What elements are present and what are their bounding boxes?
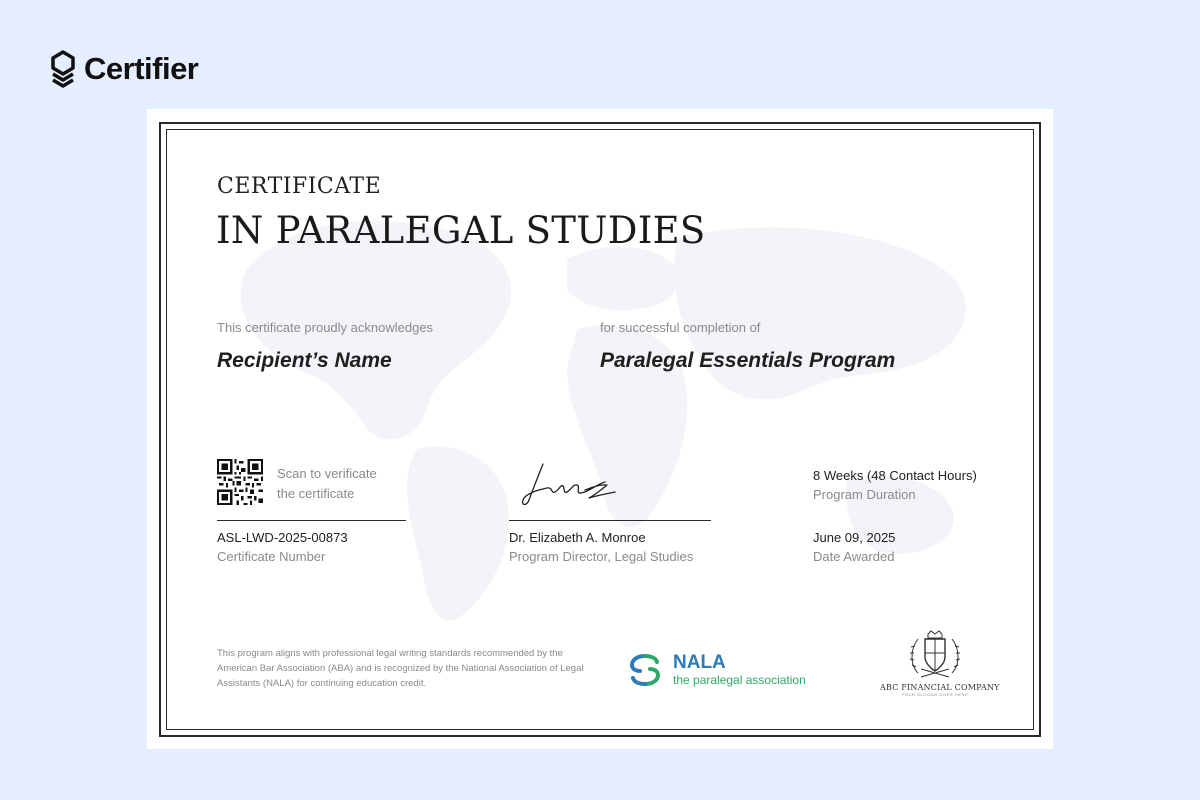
crest-laurel-icon [906, 629, 964, 681]
certificate-number-line [217, 520, 406, 521]
brand-header [50, 50, 198, 88]
nala-name: NALA [673, 652, 726, 673]
program-name: Paralegal Essentials Program [600, 349, 896, 372]
abc-financial-logo [880, 629, 1000, 697]
certificate-title-large: IN PARALEGAL STUDIES [216, 209, 706, 252]
abc-company-name: ABC FINANCIAL COMPANY [880, 683, 1000, 692]
certificate-number: ASL-LWD-2025-00873 [217, 530, 348, 545]
signer-title: Program Director, Legal Studies [509, 549, 694, 564]
program-duration: 8 Weeks (48 Contact Hours) [813, 468, 977, 483]
signature-line [509, 520, 711, 521]
scan-line-2: the certificate [277, 486, 355, 501]
date-awarded-label: Date Awarded [813, 549, 895, 564]
scan-instructions [277, 464, 377, 504]
signer-name: Dr. Elizabeth A. Monroe [509, 530, 646, 545]
nala-logo-icon [627, 652, 663, 688]
date-awarded: June 09, 2025 [813, 530, 896, 545]
abc-slogan: YOUR SLOGAN GOES HERE [901, 692, 969, 697]
signature-icon [515, 454, 625, 514]
certifier-logo-icon [50, 50, 76, 88]
qr-code-icon[interactable] [217, 459, 263, 505]
nala-logo [627, 652, 806, 688]
completion-label: for successful completion of [600, 320, 761, 335]
brand-name: Certifier [84, 51, 199, 86]
certificate [147, 109, 1053, 749]
recipient-name: Recipient’s Name [217, 349, 392, 372]
scan-line-1: Scan to verificate [277, 466, 377, 481]
footer-note: This program aligns with professional legal writing standards recommended by the American Bar Association (ABA) and is recognized by the National Association of Legal Assistants (NALA) for continuing education credit. [217, 648, 584, 689]
certificate-title-small: CERTIFICATE [217, 174, 382, 199]
nala-tagline: the paralegal association [673, 673, 806, 687]
certificate-number-label: Certificate Number [217, 549, 326, 564]
acknowledges-label: This certificate proudly acknowledges [217, 320, 434, 335]
program-duration-label: Program Duration [813, 487, 916, 502]
